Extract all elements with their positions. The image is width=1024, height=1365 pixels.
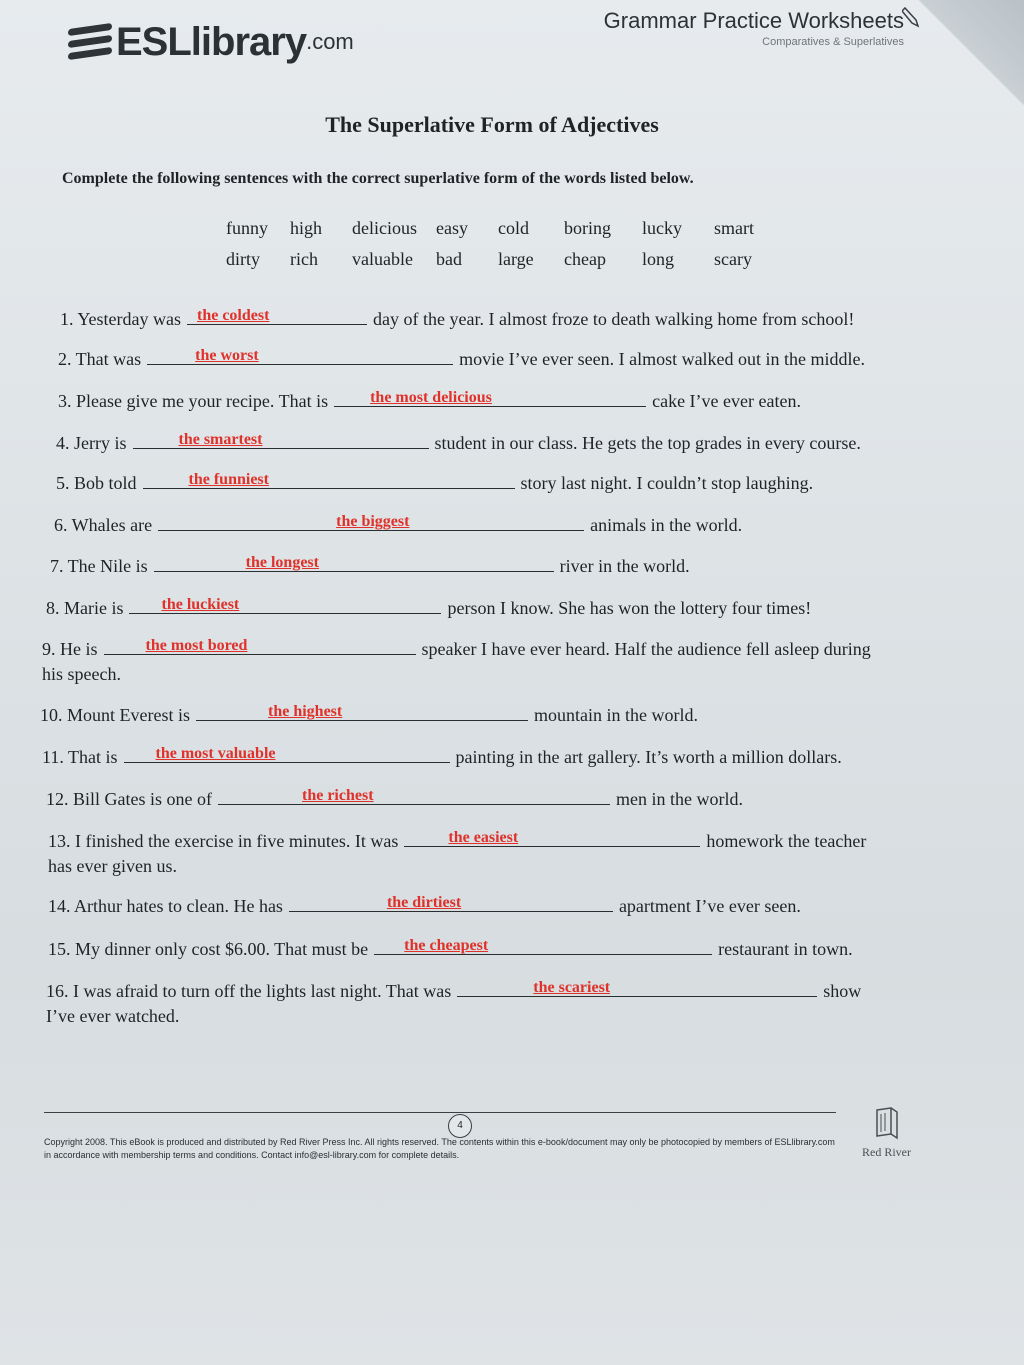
book-icon [873,1106,901,1140]
answer-blank[interactable] [147,346,453,365]
answer-blank[interactable] [289,893,613,912]
logo-suffix-text: .com [306,29,354,54]
handwritten-answer: the coldest [197,307,270,324]
header-title: Grammar Practice Worksheets [603,8,904,33]
handwritten-answer: the smartest [178,431,263,448]
answer-blank[interactable] [374,936,712,955]
question-text-before: 14. Arthur hates to clean. He has [48,896,283,916]
handwritten-answer: the highest [268,703,343,720]
answer-blank[interactable] [158,512,584,531]
question-text-after: mountain in the world. [534,705,698,725]
header-titles [604,8,904,48]
question-text-after: painting in the art gallery. It’s worth a million dollars. [455,747,842,767]
question-item [46,978,861,1027]
question-text-after: student in our class. He gets the top grades in every course. [434,433,861,453]
red-river-logo [862,1106,911,1160]
answer-blank[interactable] [124,744,450,763]
page-number: 4 [448,1114,472,1138]
word-bank-item: dirty [226,249,260,269]
footer-divider [44,1112,836,1113]
handwritten-answer: the most delicious [370,389,492,406]
answer-blank[interactable] [133,430,429,449]
word-bank-item: long [642,249,675,269]
answer-blank[interactable] [143,470,515,489]
question-text-continued: I’ve ever watched. [46,1006,180,1026]
esl-library-logo [64,18,354,66]
question-text-after: speaker I have ever heard. Half the audience fell asleep during [421,639,871,659]
word-bank-item: high [290,218,323,238]
answer-blank[interactable] [129,595,441,614]
word-bank-item: easy [436,218,468,238]
handwritten-answer: the scariest [533,979,611,996]
question-text-before: 10. Mount Everest is [40,705,190,725]
question-text-after: apartment I’ve ever seen. [618,896,801,916]
question-text-before: 13. I finished the exercise in five minutes. It was [48,831,399,851]
answer-blank[interactable] [218,786,610,805]
word-bank-item: delicious [352,218,417,238]
word-bank-item: funny [226,218,268,238]
header-subtitle: Comparatives & Superlatives [762,36,904,48]
answer-blank[interactable] [404,828,700,847]
logo-main-text: ESLlibrary [116,19,307,64]
word-bank-item: large [498,249,534,269]
question-text-before: 16. I was afraid to turn off the lights last night. That was [46,981,452,1001]
question-text-after: men in the world. [615,789,743,809]
publisher-name: Red River [862,1145,911,1159]
question-item [58,388,801,412]
question-text-before: 3. Please give me your recipe. That is [58,391,329,411]
word-bank-item: cold [498,218,529,238]
question-text-after: story last night. I couldn’t stop laughing. [520,473,814,493]
question-text-after: restaurant in town. [718,939,853,959]
question-text-before: 12. Bill Gates is one of [46,789,212,809]
book-stack-icon [64,18,116,66]
handwritten-answer: the funniest [188,471,269,488]
question-item [48,936,853,960]
word-bank-item: cheap [564,249,606,269]
question-item [46,786,743,810]
word-bank-item: valuable [352,249,413,269]
question-text-before: 15. My dinner only cost $6.00. That must be [48,939,369,959]
question-text-before: 5. Bob told [56,473,137,493]
question-text-after: person I know. She has won the lottery four times! [447,598,812,618]
handwritten-answer: the biggest [336,513,410,530]
answer-blank[interactable] [196,702,528,721]
answer-blank[interactable] [187,306,367,325]
document-title: The Superlative Form of Adjectives [325,112,659,137]
instructions: Complete the following sentences with the correct superlative form of the words listed below. [62,170,694,187]
handwritten-answer: the most valuable [155,745,276,762]
word-bank-item: scary [714,249,752,269]
handwritten-answer: the most bored [145,637,248,654]
question-text-before: 6. Whales are [54,515,153,535]
word-bank-item: smart [714,218,754,238]
question-text-after: animals in the world. [590,515,743,535]
question-text-after: homework the teacher [706,831,867,851]
handwritten-answer: the dirtiest [386,894,462,911]
question-text-continued: has ever given us. [48,856,177,876]
word-bank-item: bad [436,249,462,269]
copyright-notice: Copyright 2008. This eBook is produced and distributed by Red River Press Inc. All rights reserved. The contents within this e-book/document may only be photocopied by members of ESLlibrary.com in accordance with membership terms and conditions. Contact info@esl-library.com for complete details. [44,1137,835,1160]
question-text-after: movie I’ve ever seen. I almost walked out in the middle. [459,349,866,369]
pencil-icon [902,6,920,28]
answer-blank[interactable] [104,636,416,655]
question-text-before: 4. Jerry is [56,433,127,453]
question-text-continued: his speech. [42,664,121,684]
answer-blank[interactable] [154,553,554,572]
answer-blank[interactable] [457,978,817,997]
answer-blank[interactable] [334,388,646,407]
question-text-before: 7. The Nile is [50,556,148,576]
question-text-before: 8. Marie is [46,598,124,618]
question-item [50,553,690,577]
word-bank-item: boring [564,218,611,238]
question-text-after: river in the world. [559,556,690,576]
question-item [56,470,813,494]
question-item [48,828,866,877]
question-text-after: day of the year. I almost froze to death walking home from school! [373,309,855,329]
question-text-before: 1. Yesterday was [60,309,181,329]
question-item [48,893,801,917]
question-item [58,346,865,370]
question-text-after: cake I’ve ever eaten. [652,391,801,411]
handwritten-answer: the longest [245,554,319,571]
handwritten-answer: the worst [195,347,259,364]
word-bank-item: rich [290,249,318,269]
question-item [46,595,811,619]
word-bank [226,218,774,270]
question-item [56,430,861,454]
question-text-before: 2. That was [58,349,142,369]
question-text-before: 9. He is [42,639,98,659]
handwritten-answer: the richest [301,787,374,804]
question-text-after: show [823,981,862,1001]
question-item [42,744,842,768]
word-bank-item: lucky [642,218,682,238]
handwritten-answer: the easiest [448,829,519,846]
handwritten-answer: the cheapest [404,937,489,954]
question-item [42,636,871,685]
question-text-before: 11. That is [42,747,118,767]
question-item [40,702,698,726]
handwritten-answer: the luckiest [161,596,240,613]
question-item [60,306,854,330]
question-item [54,512,742,536]
